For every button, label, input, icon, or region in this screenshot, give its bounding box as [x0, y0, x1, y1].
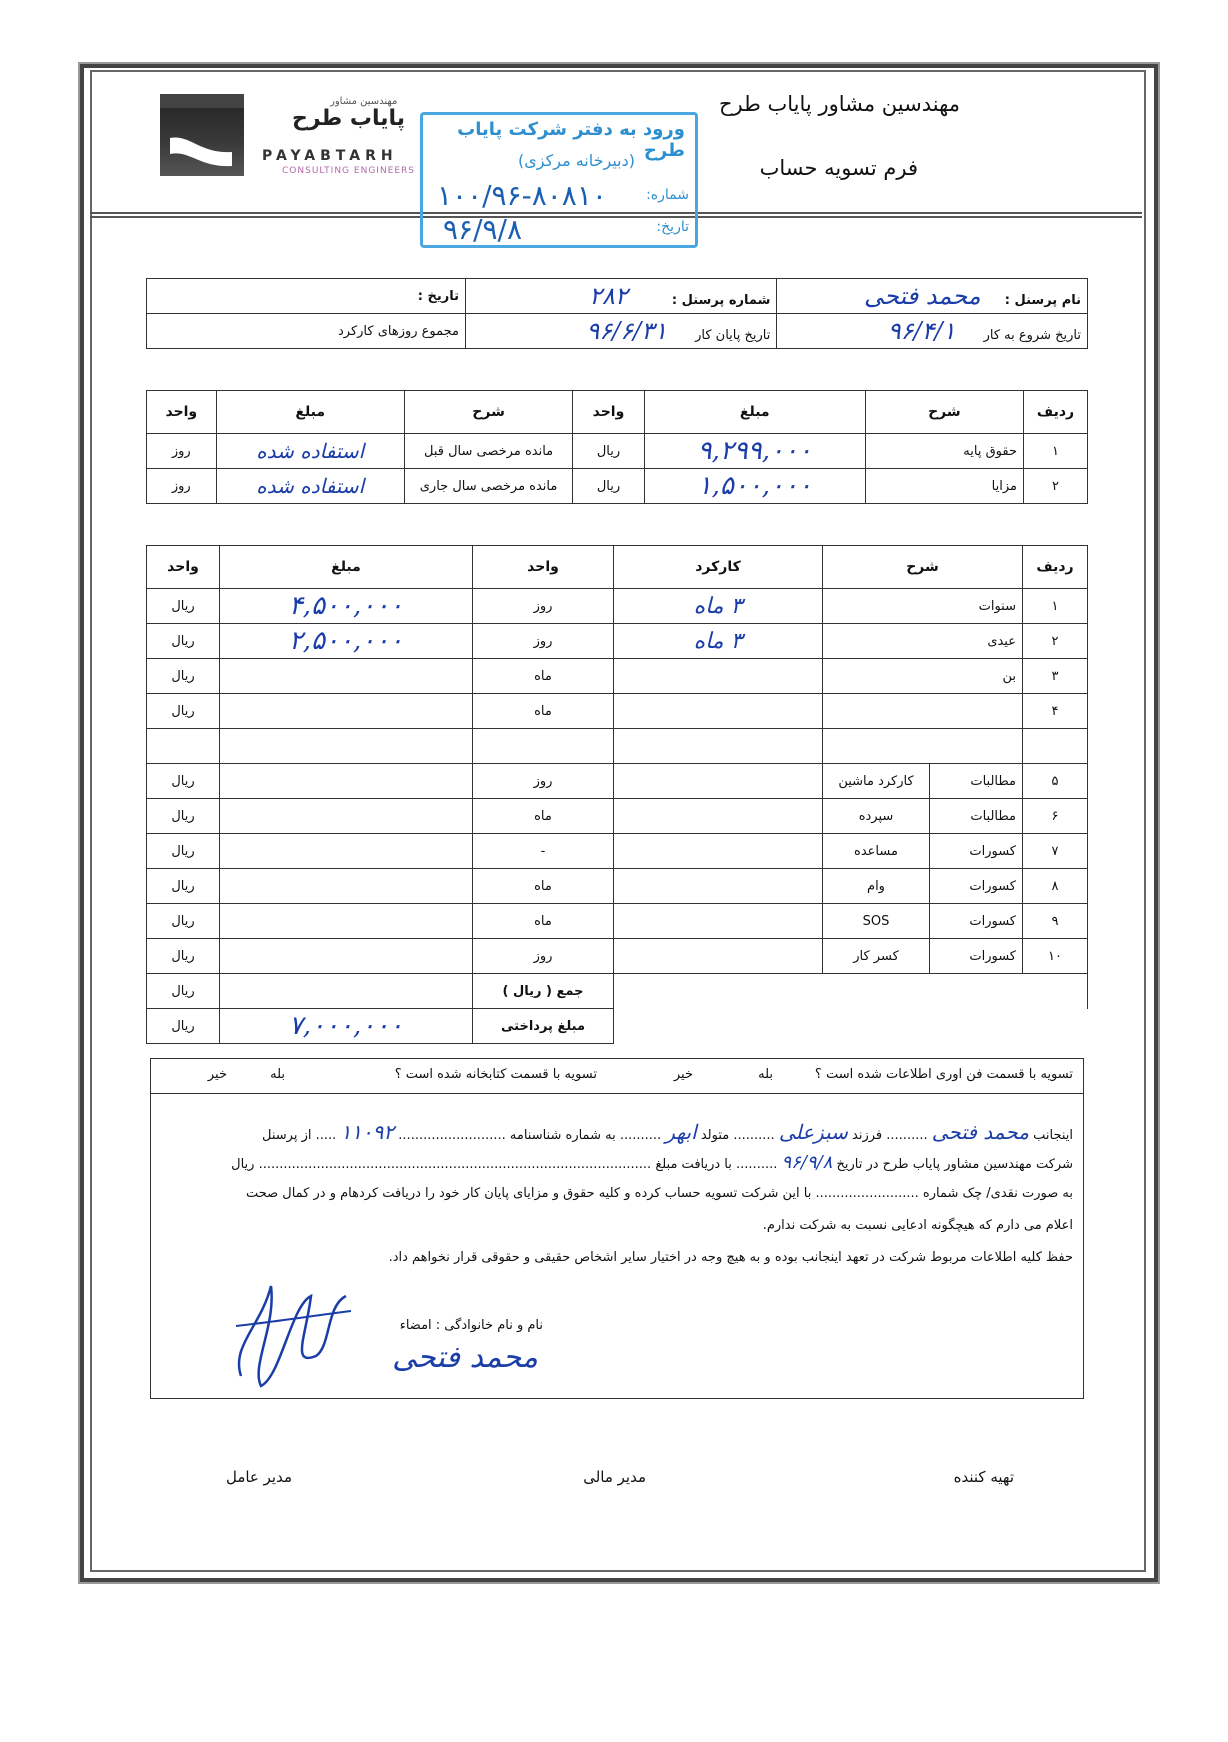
signature-name: محمد فتحی [392, 1340, 538, 1375]
declaration-box [150, 1090, 1084, 1399]
t2-row-work [614, 834, 823, 869]
t2-row-amount [220, 659, 473, 694]
t2-row-unit [473, 729, 614, 764]
t2-row-desc: سپرده [823, 799, 930, 834]
t2-row-desc: سنوات [823, 589, 1023, 624]
t2-row-work [614, 939, 823, 974]
personnel-name-value: محمد فتحی [863, 282, 981, 310]
t2-row-amount [220, 904, 473, 939]
t2-row-category: مطالبات [930, 799, 1023, 834]
t1-row-unit2: روز [147, 434, 217, 469]
table-row [147, 834, 1088, 869]
t1-header-amount2: مبلغ [216, 391, 404, 434]
payment-value: ۷,۰۰۰,۰۰۰ [220, 1009, 473, 1044]
table-row [147, 869, 1088, 904]
t2-header-desc: شرح [823, 546, 1023, 589]
t1-row-desc: حقوق پایه [865, 434, 1023, 469]
end-date-label: تاریخ پایان کار [695, 328, 771, 343]
start-date-value: ۹۶/۴/۱ [887, 317, 956, 345]
stamp-line-2: (دبیرخانه مرکزی) [518, 151, 635, 170]
t1-header-desc: شرح [865, 391, 1023, 434]
t1-header-desc2: شرح [404, 391, 572, 434]
table-row [147, 589, 1088, 624]
t2-row-num: ۱ [1023, 589, 1088, 624]
t2-row-amount [220, 729, 473, 764]
t2-row-num: ۷ [1023, 834, 1088, 869]
t1-row-desc2: مانده مرخصی سال قبل [404, 434, 572, 469]
decl-l2-b: با دریافت مبلغ [655, 1157, 732, 1172]
t2-row-desc: عیدی [823, 624, 1023, 659]
t2-row-unit2: ریال [147, 869, 220, 904]
t1-header-unit2: واحد [147, 391, 217, 434]
end-date-value: ۹۶/۶/۳۱ [586, 317, 667, 345]
salary-leave-table [146, 390, 1088, 504]
t2-row-unit2: ریال [147, 799, 220, 834]
end-date-cell [466, 314, 777, 349]
t2-row-num: ۲ [1023, 624, 1088, 659]
settlement-items-table [146, 545, 1088, 1044]
personnel-info-table [146, 278, 1088, 349]
t2-row-work: ۳ ماه [614, 624, 823, 659]
declaration-line-4: اعلام می دارم که هیچگونه ادعایی نسبت به شرکت ندارم. [762, 1218, 1073, 1233]
t2-row-work [614, 764, 823, 799]
t2-row-num [1023, 729, 1088, 764]
stamp-number-label: شماره: [646, 187, 689, 203]
it-clearance-question: تسویه با قسمت فن اوری اطلاعات شده است ؟ [814, 1067, 1073, 1082]
decl-l1-a: اینجانب [1033, 1128, 1073, 1143]
t2-row-unit2: ریال [147, 694, 220, 729]
payment-label: مبلغ پرداختی [473, 1009, 614, 1044]
table-row [147, 624, 1088, 659]
declaration-line-3: به صورت نقدی/ چک شماره ......................... با این شرکت تسویه حساب کرده و کلیه حقوق و مزایای پایان کار خود را دریافت کردهام و در کمال صحت [245, 1186, 1073, 1201]
personnel-number-label: شماره پرسنل : [671, 293, 771, 308]
t2-row-unit: روز [473, 939, 614, 974]
t2-header-work: کارکرد [614, 546, 823, 589]
sum-value [220, 974, 473, 1009]
stamp-number-value: ۱۰۰/۹۶-۸۰۸۱۰ [437, 179, 607, 212]
decl-l2-c: ریال [231, 1157, 255, 1172]
table-row [147, 434, 1088, 469]
t2-row-unit: ماه [473, 869, 614, 904]
total-days-cell [147, 314, 466, 349]
total-days-label: مجموع روزهای کارکرد [338, 323, 460, 339]
t2-row-unit2 [147, 729, 220, 764]
table-row [147, 764, 1088, 799]
it-clearance-no[interactable]: خیر [673, 1067, 693, 1082]
finance-manager-label: مدیر مالی [583, 1468, 646, 1486]
declaration-line-5: حفظ کلیه اطلاعات مربوط شرکت در تعهد اینجانب بوده و به هیچ وجه در اختیار سایر اشخاص حقیقی و حقوقی قرار نخواهم داد. [388, 1250, 1073, 1265]
t2-row-work [614, 799, 823, 834]
sum-row [147, 974, 1088, 1009]
t2-row-num: ۸ [1023, 869, 1088, 904]
t2-row-category: کسورات [930, 904, 1023, 939]
logo-subtitle-fa: مهندسین مشاور [330, 96, 398, 107]
sum-unit: ریال [147, 974, 220, 1009]
signature-mark-icon [221, 1266, 361, 1406]
t2-header-row: ردیف [1023, 546, 1088, 589]
t2-row-work [614, 869, 823, 904]
t2-row-amount: ۴,۵۰۰,۰۰۰ [220, 589, 473, 624]
t2-row-category: مطالبات [930, 764, 1023, 799]
decl-l1-e: از پرسنل [262, 1128, 312, 1143]
stamp-date-label: تاریخ: [656, 219, 689, 235]
stamp-line-1: ورود به دفتر شرکت پایاب طرح [457, 119, 685, 161]
t2-row-num: ۹ [1023, 904, 1088, 939]
start-date-label: تاریخ شروع به کار [983, 328, 1081, 343]
t2-row-amount: ۲,۵۰۰,۰۰۰ [220, 624, 473, 659]
t2-row-amount [220, 869, 473, 904]
t1-row-num: ۲ [1024, 469, 1088, 504]
t2-row-unit2: ریال [147, 764, 220, 799]
preparer-label: تهیه کننده [953, 1468, 1014, 1486]
t1-header-unit: واحد [573, 391, 645, 434]
company-logo [160, 94, 244, 176]
t2-row-work [614, 659, 823, 694]
table-row [147, 799, 1088, 834]
t2-row-desc [823, 694, 1023, 729]
t2-row-unit: روز [473, 589, 614, 624]
t2-row-unit: ماه [473, 659, 614, 694]
library-clearance-yes[interactable]: بله [270, 1067, 285, 1082]
t2-row-work [614, 904, 823, 939]
t2-row-desc [823, 729, 1023, 764]
personnel-date-cell [147, 279, 466, 314]
t2-row-desc: مساعده [823, 834, 930, 869]
personnel-name-cell [777, 279, 1088, 314]
sum-label: جمع ( ریال ) [473, 974, 614, 1009]
t2-row-desc: SOS [823, 904, 930, 939]
start-date-cell [777, 314, 1088, 349]
signature-label: نام و نام خانوادگی : امضاء [399, 1318, 543, 1333]
t2-row-amount [220, 694, 473, 729]
t2-row-work [614, 694, 823, 729]
logo-tagline-en: CONSULTING ENGINEERS [282, 166, 416, 176]
decl-birthplace: ابهر [665, 1120, 697, 1144]
t2-row-category: کسورات [930, 834, 1023, 869]
t2-row-category: کسورات [930, 869, 1023, 904]
t2-row-desc: کسر کار [823, 939, 930, 974]
table-row [147, 469, 1088, 504]
clearance-checks [150, 1058, 1084, 1094]
t1-header-amount: مبلغ [644, 391, 865, 434]
t1-row-amount2: استفاده شده [216, 469, 404, 504]
t2-header-unit: واحد [473, 546, 614, 589]
t2-row-amount [220, 799, 473, 834]
decl-name: محمد فتحی [931, 1120, 1029, 1144]
t2-row-desc: کارکرد ماشین [823, 764, 930, 799]
table-row [147, 729, 1088, 764]
ceo-label: مدیر عامل [225, 1468, 292, 1486]
table-row [147, 904, 1088, 939]
t1-row-num: ۱ [1024, 434, 1088, 469]
t2-row-desc: بن [823, 659, 1023, 694]
t2-row-unit2: ریال [147, 834, 220, 869]
decl-l1-c: متولد [700, 1128, 730, 1143]
t2-row-num: ۱۰ [1023, 939, 1088, 974]
decl-id: ۱۱۰۹۲ [340, 1120, 395, 1144]
t2-row-amount [220, 939, 473, 974]
t1-row-desc2: مانده مرخصی سال جاری [404, 469, 572, 504]
payment-row [147, 1009, 1088, 1044]
t1-row-amount: ۱,۵۰۰,۰۰۰ [644, 469, 865, 504]
library-clearance-question: تسویه با قسمت کتابخانه شده است ؟ [394, 1067, 597, 1082]
t2-header-amount: مبلغ [220, 546, 473, 589]
t2-row-unit2: ریال [147, 624, 220, 659]
personnel-number-value: ۲۸۲ [589, 282, 628, 310]
decl-l2-a: شرکت مهندسین مشاور پایاب طرح در تاریخ [836, 1157, 1073, 1172]
t1-row-unit: ریال [573, 469, 645, 504]
t2-row-num: ۵ [1023, 764, 1088, 799]
t1-row-unit: ریال [573, 434, 645, 469]
library-clearance-no[interactable]: خیر [207, 1067, 227, 1082]
sum-blank [614, 974, 1088, 1009]
t2-row-category: کسورات [930, 939, 1023, 974]
t2-row-num: ۳ [1023, 659, 1088, 694]
personnel-name-label: نام پرسنل : [1004, 293, 1081, 308]
t2-row-unit2: ریال [147, 659, 220, 694]
declaration-line-1: اینجانب محمد فتحی .......... فرزند سبزعلی .......... متولد ابهر .......... به شماره شناسنامه .......................... ۱۱۰۹۲ ..... از پرسنل [262, 1120, 1073, 1144]
logo-name-fa: پایاب طرح [292, 106, 406, 131]
t1-row-amount: ۹,۲۹۹,۰۰۰ [644, 434, 865, 469]
t2-row-work: ۳ ماه [614, 589, 823, 624]
it-clearance-yes[interactable]: بله [758, 1067, 773, 1082]
t2-row-num: ۴ [1023, 694, 1088, 729]
logo-name-en: PAYABTARH [262, 148, 398, 164]
form-title: فرم تسویه حساب [759, 156, 918, 180]
t1-row-unit2: روز [147, 469, 217, 504]
table-row [147, 694, 1088, 729]
t2-row-unit: - [473, 834, 614, 869]
company-name: مهندسین مشاور پایاب طرح [718, 92, 960, 116]
decl-l1-b: فرزند [852, 1128, 883, 1143]
t2-row-unit2: ریال [147, 939, 220, 974]
t2-row-work [614, 729, 823, 764]
receipt-stamp [420, 112, 698, 248]
payment-unit: ریال [147, 1009, 220, 1044]
t1-header-row: ردیف [1024, 391, 1088, 434]
t1-row-amount2: استفاده شده [216, 434, 404, 469]
t2-row-unit: روز [473, 764, 614, 799]
declaration-line-2: شرکت مهندسین مشاور پایاب طرح در تاریخ ۹۶/۹/۸ .......... با دریافت مبلغ ............................................................................................... ریال [231, 1152, 1073, 1173]
personnel-number-cell [466, 279, 777, 314]
t2-row-unit: ماه [473, 904, 614, 939]
table-row [147, 939, 1088, 974]
payment-blank [614, 1009, 1088, 1044]
personnel-date-label: تاریخ : [417, 288, 460, 304]
t2-row-desc: وام [823, 869, 930, 904]
stamp-date-value: ۹۶/۹/۸ [443, 213, 523, 246]
t2-row-unit: ماه [473, 694, 614, 729]
t2-row-num: ۶ [1023, 799, 1088, 834]
t2-row-unit: روز [473, 624, 614, 659]
table-row [147, 659, 1088, 694]
t2-row-unit2: ریال [147, 589, 220, 624]
t2-row-unit: ماه [473, 799, 614, 834]
t2-row-unit2: ریال [147, 904, 220, 939]
t2-row-amount [220, 834, 473, 869]
t2-header-unit2: واحد [147, 546, 220, 589]
decl-father: سبزعلی [778, 1120, 848, 1144]
decl-date: ۹۶/۹/۸ [781, 1152, 833, 1173]
t2-row-amount [220, 764, 473, 799]
decl-l1-d: به شماره شناسنامه [509, 1128, 616, 1143]
t1-row-desc: مزایا [865, 469, 1023, 504]
